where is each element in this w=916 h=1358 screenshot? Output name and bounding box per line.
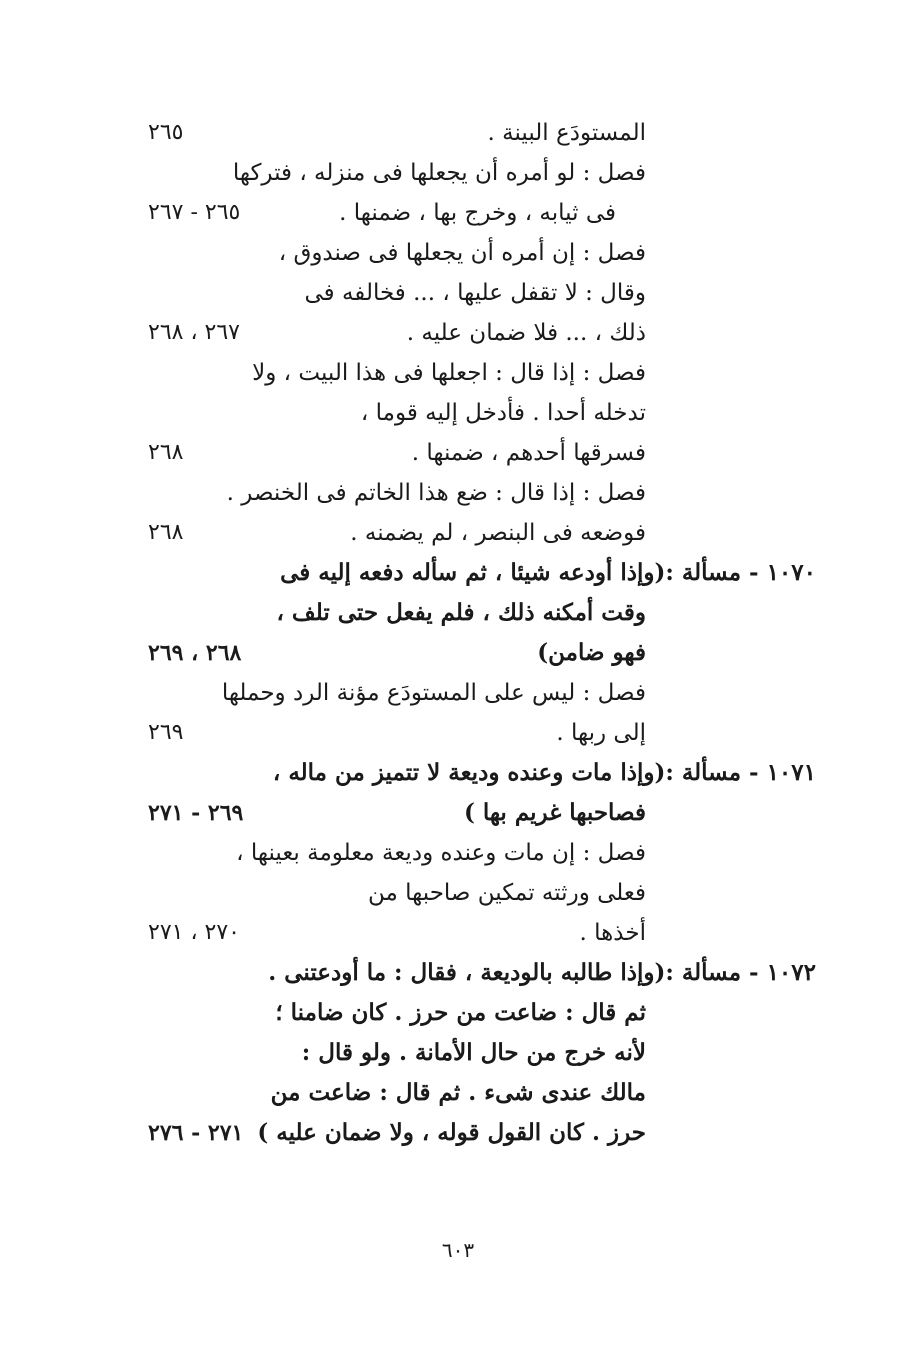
entry-heading-line: ١٠٧٢ - مسألة :(وإذا طالبه بالوديعة ، فقال : ما أودعتنى .	[268, 959, 816, 986]
entry-line: فصل : إن أمره أن يجعلها فى صندوق ،	[278, 240, 646, 266]
entry-line: فسرقها أحدهم ، ضمنها .	[411, 440, 646, 466]
page-reference: ٢٦٨	[148, 440, 184, 465]
page-reference: ٢٦٩ - ٢٧١	[148, 800, 244, 826]
entry-line: فصل : ليس على المستودَع مؤنة الرد وحملها	[221, 680, 646, 706]
entry-heading-line: فهو ضامن)	[537, 639, 646, 666]
page-reference: ٢٦٨	[148, 520, 184, 545]
entry-line: وقال : لا تقفل عليها ، ... فخالفه فى	[304, 280, 646, 306]
entry-line: إلى ربها .	[556, 720, 646, 746]
entry-line: فصل : إن مات وعنده وديعة معلومة بعينها ،	[236, 840, 646, 866]
entry-heading-line: مالك عندى شىء . ثم قال : ضاعت من	[270, 1079, 646, 1106]
entry-line: فصل : إذا قال : اجعلها فى هذا البيت ، ولا	[252, 360, 646, 386]
entry-heading-line: لأنه خرج من حال الأمانة . ولو قال :	[301, 1039, 646, 1066]
page-reference: ٢٦٨ ، ٢٦٩	[148, 640, 242, 666]
entry-line: المستودَع البينة .	[487, 120, 646, 146]
entry-heading-line: ١٠٧٠ - مسألة :(وإذا أودعه شيئا ، ثم سأله دفعه إليه فى	[280, 559, 816, 586]
entry-heading-line: ثم قال : ضاعت من حرز . كان ضامنا ؛	[275, 999, 646, 1026]
entry-heading-line: وقت أمكنه ذلك ، فلم يفعل حتى تلف ،	[276, 599, 646, 626]
page-reference: ٢٦٥ - ٢٦٧	[148, 200, 241, 225]
entry-line: فوضعه فى البنصر ، لم يضمنه .	[350, 520, 646, 546]
entry-heading-line: فصاحبها غريم بها )	[463, 799, 646, 826]
entry-line: فصل : إذا قال : ضع هذا الخاتم فى الخنصر .	[226, 480, 646, 506]
page-number: ٦٠٣	[441, 1238, 475, 1262]
page-reference: ٢٦٥	[148, 120, 184, 145]
entry-line: فعلى ورثته تمكين صاحبها من	[368, 880, 646, 906]
entry-heading-line: حرز . كان القول قوله ، ولا ضمان عليه )	[257, 1119, 646, 1146]
entry-heading-line: ١٠٧١ - مسألة :(وإذا مات وعنده وديعة لا تتميز من ماله ،	[272, 759, 816, 786]
entry-line: فصل : لو أمره أن يجعلها فى منزله ، فتركها	[232, 160, 646, 186]
entry-line: تدخله أحدا . فأدخل إليه قوما ،	[360, 400, 646, 426]
entry-line: فى ثيابه ، وخرج بها ، ضمنها .	[339, 200, 616, 226]
page-reference: ٢٧٠ ، ٢٧١	[148, 920, 240, 945]
entry-line: ذلك ، ... فلا ضمان عليه .	[406, 320, 646, 346]
entry-line: أخذها .	[579, 920, 646, 946]
page-reference: ٢٧١ - ٢٧٦	[148, 1120, 244, 1146]
page-reference: ٢٦٧ ، ٢٦٨	[148, 320, 240, 345]
page-reference: ٢٦٩	[148, 720, 184, 745]
